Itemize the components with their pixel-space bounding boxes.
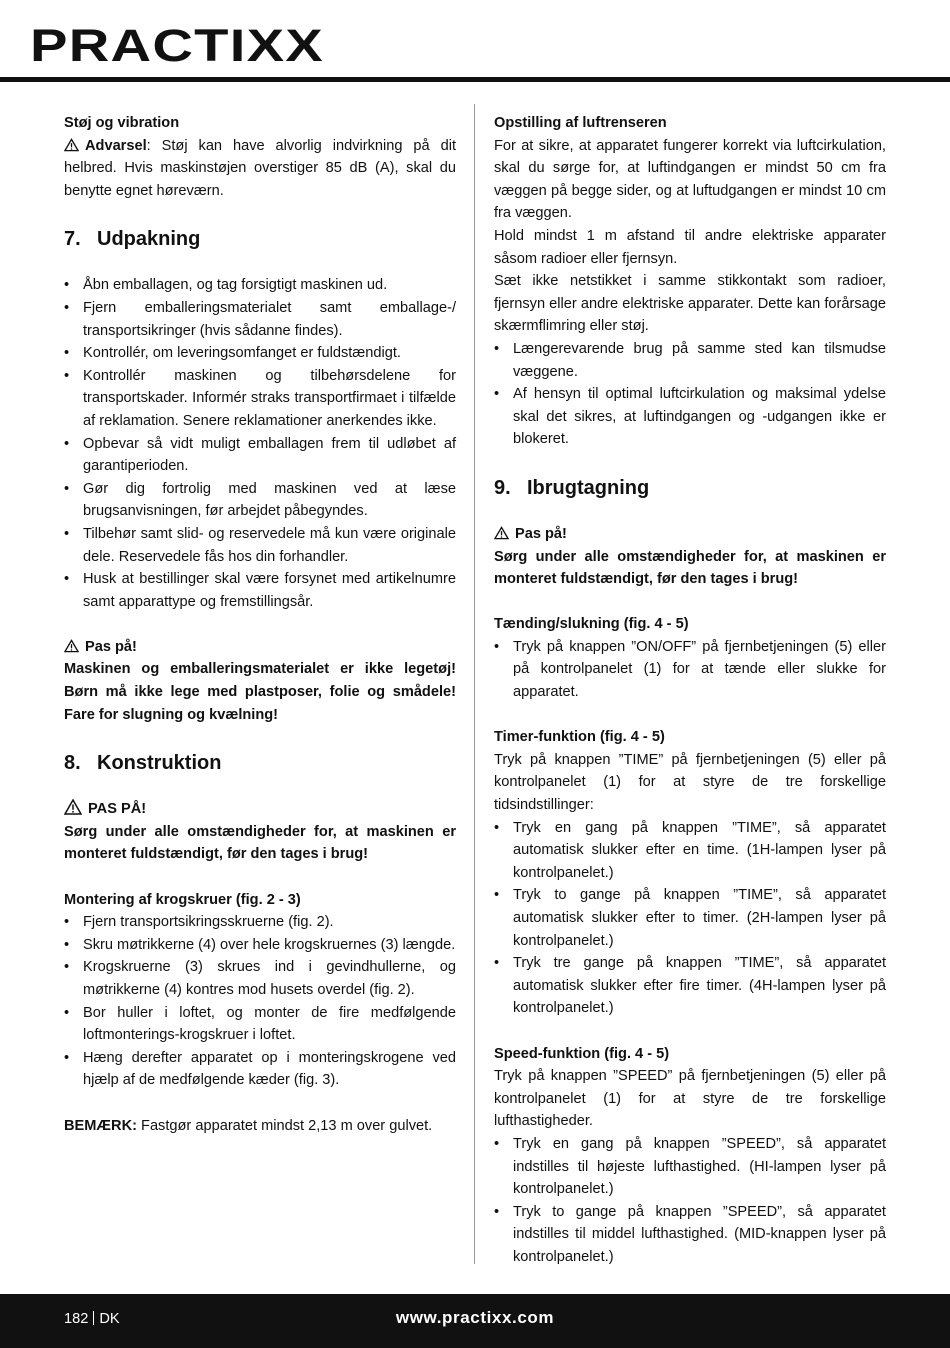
- list-item: • Tryk en gang på knappen ”SPEED”, så apparatet indstilles til højeste lufthastighed. (HI-lampen lyser på kontrolpanelet.): [494, 1133, 886, 1201]
- section-7-heading: [64, 226, 456, 252]
- speed-list: [494, 1133, 886, 1269]
- practixx-logo: [30, 14, 330, 76]
- right-column: [494, 112, 886, 1269]
- section-7-warning-text: Maskinen og emballeringsmaterialet er ikke legetøj! Børn må ikke lege med plastposer, folie og smådele! Fare for slugning og kvælning!: [64, 661, 456, 723]
- list-item: • Kontrollér maskinen og tilbehørsdelene for transportskader. Informér straks transportfirmaet i tilfælde af reklamation. Senere reklamationer anerkendes ikke.: [64, 365, 456, 433]
- unpacking-list: [64, 274, 456, 613]
- noise-text: : Støj kan have alvorlig indvirkning på dit helbred. Hvis maskinstøjen overstiger 85 dB (A), skal du benytte egnet høreværn.: [64, 137, 456, 199]
- noise-heading: Støj og vibration: [64, 115, 180, 131]
- list-item: • Bor huller i loftet, og monter de fire medfølgende loftmonterings-krogskruer i loftet.: [64, 1002, 456, 1047]
- column-divider: [474, 104, 475, 1264]
- page-footer: [0, 1294, 950, 1348]
- note-text: Fastgør apparatet mindst 2,13 m over gulvet.: [136, 1117, 433, 1134]
- mounting-heading: Montering af krogskruer (fig. 2 - 3): [64, 891, 301, 908]
- list-item: • Tilbehør samt slid- og reservedele må kun være originale dele. Reservedele fås hos din forhandler.: [64, 523, 456, 568]
- note-paragraph: [64, 1115, 456, 1138]
- list-item: • Tryk tre gange på knappen ”TIME”, så apparatet automatisk slukker efter fire timer. (4H-lampen lyser på kontrolpanelet.): [494, 952, 886, 1020]
- list-item: • Af hensyn til optimal luftcirkulation og maksimal ydelse skal det sikres, at luftindgangen og -udgangen ikke er blokeret.: [494, 383, 886, 451]
- list-item: • Åbn emballagen, og tag forsigtigt maskinen ud.: [64, 274, 456, 297]
- section-8-number: 8.: [64, 752, 81, 775]
- website-url: www.practixx.com: [395, 1308, 555, 1327]
- section-9-warning-text: Sørg under alle omstændigheder for, at maskinen er monteret fuldstændigt, før den tages i brug!: [494, 548, 886, 588]
- warning-icon: [64, 138, 79, 152]
- list-item: • Kontrollér, om leveringsomfanget er fuldstændigt.: [64, 342, 456, 365]
- list-item: • Opbevar så vidt muligt emballagen frem til udløbet af garantiperioden.: [64, 433, 456, 478]
- warning-icon: [494, 526, 509, 540]
- page-number: 182: [64, 1311, 89, 1327]
- section-9-warning-title: Pas på!: [494, 523, 886, 546]
- setup-paragraph: For at sikre, at apparatet fungerer korrekt via luftcirkulation, skal du sørge for, at luftindgangen er mindst 50 cm fra væggen på begge sider, og at luftudgangen er mindst 10 cm fra væggen.: [494, 137, 886, 222]
- list-item: • Længerevarende brug på samme sted kan tilsmudse væggene.: [494, 338, 886, 383]
- section-9-number: 9.: [494, 476, 511, 499]
- section-8-heading: [64, 750, 456, 776]
- section-9-title: Ibrugtagning: [527, 476, 650, 499]
- warning-icon: [64, 799, 82, 815]
- list-item: • Skru møtrikkerne (4) over hele krogskruernes (3) længde.: [64, 934, 456, 957]
- timer-list: [494, 817, 886, 1020]
- brand-logo-text: PRACTIXX: [30, 20, 324, 71]
- section-8-title: Konstruktion: [97, 752, 222, 775]
- section-8-warning-title: PAS PÅ!: [64, 798, 456, 821]
- section-7-warning-title: Pas på!: [64, 636, 456, 659]
- list-item: • Fjern transportsikringsskruerne (fig. 2).: [64, 911, 456, 934]
- list-item: • Tryk to gange på knappen ”SPEED”, så apparatet indstilles til middel lufthastighed. (MID-knappen lyser på kontrolpanelet.): [494, 1201, 886, 1269]
- note-label: BEMÆRK:: [64, 1117, 137, 1134]
- warning-icon: [64, 639, 79, 653]
- header-rule: [0, 77, 950, 82]
- section-8-warning-text: Sørg under alle omstændigheder for, at maskinen er monteret fuldstændigt, før den tages i brug!: [64, 823, 456, 863]
- list-item: • Tryk en gang på knappen ”TIME”, så apparatet automatisk slukker efter en time. (1H-lampen lyser på kontrolpanelet.): [494, 817, 886, 885]
- list-item: • Gør dig fortrolig med maskinen ved at læse brugsanvisningen, før arbejdet påbegyndes.: [64, 478, 456, 523]
- list-item: • Tryk to gange på knappen ”TIME”, så apparatet automatisk slukker efter to timer. (2H-lampen lyser på kontrolpanelet.): [494, 884, 886, 952]
- onoff-heading: Tænding/slukning (fig. 4 - 5): [494, 616, 689, 633]
- list-item: • Fjern emballeringsmaterialet samt emballage-/ transportsikringer (hvis sådanne findes).: [64, 297, 456, 342]
- left-column: [64, 112, 456, 1137]
- language-code: DK: [99, 1311, 120, 1327]
- setup-paragraph: Sæt ikke netstikket i samme stikkontakt som radioer, fjernsyn eller andre elektriske apparater. Dette kan forårsage skærmflimring eller støj.: [494, 273, 886, 335]
- setup-paragraph: Hold mindst 1 m afstand til andre elektriske apparater såsom radioer eller fjernsyn.: [494, 227, 886, 267]
- list-item: • Tryk på knappen ”ON/OFF” på fjernbetjeningen (5) eller på kontrolpanelet (1) for at tænde eller slukke for apparatet.: [494, 636, 886, 704]
- onoff-list: [494, 636, 886, 704]
- section-9-heading: [494, 475, 886, 501]
- section-7-title: Udpakning: [97, 228, 201, 251]
- timer-paragraph: Tryk på knappen ”TIME” på fjernbetjeningen (5) eller på kontrolpanelet (1) for at styre de tre forskellige tidsindstillinger:: [494, 751, 886, 814]
- noise-paragraph: [64, 135, 456, 203]
- section-7-number: 7.: [64, 228, 81, 251]
- speed-heading: Speed-funktion (fig. 4 - 5): [494, 1045, 670, 1062]
- list-item: • Hæng derefter apparatet op i monteringskrogene ved hjælp af de medfølgende kæder (fig. 3).: [64, 1047, 456, 1092]
- list-item: • Husk at bestillinger skal være forsynet med artikelnumre samt apparattype og fremstillingsår.: [64, 568, 456, 613]
- timer-heading: Timer-funktion (fig. 4 - 5): [494, 729, 665, 746]
- mounting-list: [64, 911, 456, 1092]
- noise-warning-label: Advarsel: [85, 137, 147, 154]
- setup-heading: Opstilling af luftrenseren: [494, 115, 667, 131]
- setup-list: [494, 338, 886, 451]
- speed-paragraph: Tryk på knappen ”SPEED” på fjernbetjeningen (5) eller på kontrolpanelet (1) for at styre de tre forskellige lufthastigheder.: [494, 1068, 886, 1130]
- list-item: • Krogskruerne (3) skrues ind i gevindhullerne, og møtrikkerne (4) kontres mod husets overdel (fig. 2).: [64, 956, 456, 1001]
